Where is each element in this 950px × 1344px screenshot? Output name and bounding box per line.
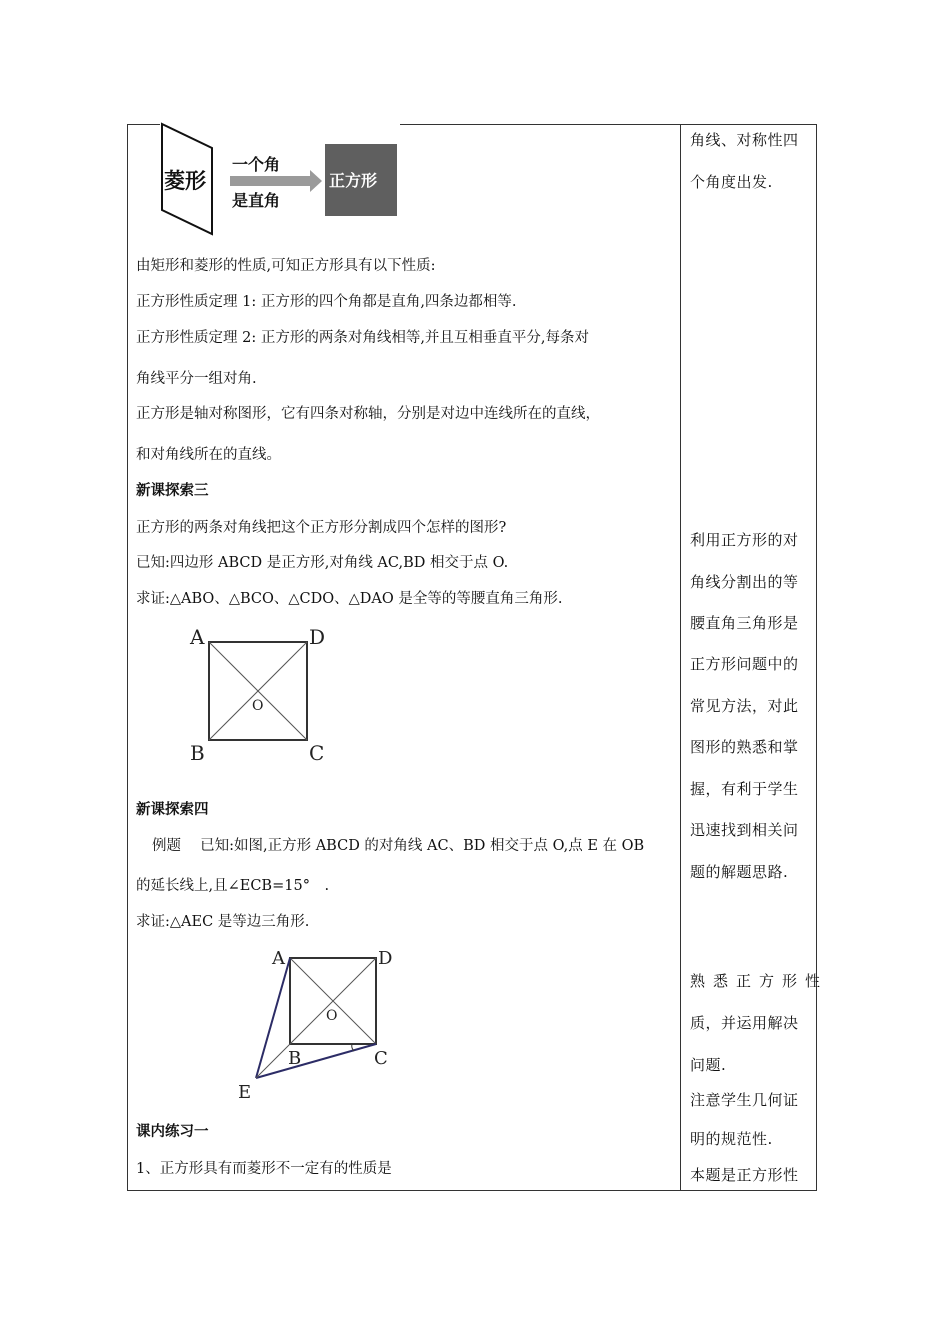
exercise-1: 1、正方形具有而菱形不一定有的性质是: [136, 1161, 392, 1177]
symmetry-line-2: 和对角线所在的直线。: [136, 447, 281, 463]
given-1: 已知:四边形 ABCD 是正方形,对角线 AC,BD 相交于点 O.: [136, 555, 509, 571]
example-line-1: 例题 已知:如图,正方形 ABCD 的对角线 AC、BD 相交于点 O,点 E 在 OB: [152, 838, 645, 854]
vertex-b2-label: B: [288, 1048, 302, 1069]
square-label: 正方形: [329, 171, 378, 190]
rhombus-label: 菱形: [164, 168, 206, 193]
arrow-top-label: 一个角: [232, 155, 281, 174]
note-line-7: 常见方法，对此: [690, 697, 799, 715]
segment-ec: [256, 1044, 376, 1078]
column-divider: [680, 124, 681, 1191]
theorem-2-line-2: 角线平分一组对角.: [136, 371, 257, 387]
note-line-2: 个角度出发.: [690, 173, 773, 191]
square-diagonals-figure: [185, 620, 335, 770]
note-line-16: 明的规范性.: [690, 1130, 773, 1148]
arrow-bottom-label: 是直角: [232, 191, 281, 210]
prove-1: 求证:△ABO、△BCO、△CDO、△DAO 是全等的等腰直角三角形.: [136, 591, 563, 607]
rhombus-to-square-figure: [150, 118, 410, 238]
vertex-d-label: D: [309, 625, 326, 649]
question-diagonals: 正方形的两条对角线把这个正方形分割成四个怎样的图形?: [136, 520, 507, 536]
point-e-label: E: [238, 1082, 252, 1103]
equilateral-proof-figure: [230, 940, 400, 1105]
section-heading-3: 新课探索三: [136, 482, 209, 499]
note-line-3: 利用正方形的对: [690, 531, 799, 549]
note-line-5: 腰直角三角形是: [690, 614, 799, 632]
vertex-d2-label: D: [378, 948, 393, 969]
note-line-14: 问题.: [690, 1056, 727, 1074]
prove-2: 求证:△AEC 是等边三角形.: [136, 914, 310, 930]
note-line-6: 正方形问题中的: [690, 655, 799, 673]
note-line-12: 熟悉正方形性: [690, 972, 829, 990]
note-line-11: 题的解题思路.: [690, 863, 789, 881]
center-o2-label: O: [326, 1008, 338, 1024]
note-line-13: 质，并运用解决: [690, 1014, 799, 1032]
vertex-b-label: B: [190, 741, 205, 765]
paragraph-properties-intro: 由矩形和菱形的性质,可知正方形具有以下性质:: [136, 258, 436, 274]
note-line-8: 图形的熟悉和掌: [690, 738, 799, 756]
note-line-10: 迅速找到相关问: [690, 821, 799, 839]
center-o-label: O: [252, 698, 264, 714]
note-line-17: 本题是正方形性: [690, 1166, 799, 1184]
segment-ae: [256, 958, 290, 1078]
section-heading-5: 课内练习一: [136, 1123, 209, 1140]
note-line-4: 角线分割出的等: [690, 573, 799, 591]
vertex-c2-label: C: [374, 1048, 388, 1069]
symmetry-line-1: 正方形是轴对称图形，它有四条对称轴，分别是对边中连线所在的直线，: [136, 406, 600, 422]
vertex-a-label: A: [190, 625, 205, 649]
note-line-9: 握，有利于学生: [690, 780, 799, 798]
note-line-15: 注意学生几何证: [690, 1091, 799, 1109]
theorem-1: 正方形性质定理 1: 正方形的四个角都是直角,四条边都相等.: [136, 294, 517, 310]
example-line-2: 的延长线上,且∠ECB=15° .: [136, 878, 330, 894]
vertex-a2-label: A: [272, 948, 285, 969]
theorem-2-line-1: 正方形性质定理 2: 正方形的两条对角线相等,并且互相垂直平分,每条对: [136, 330, 590, 346]
note-line-1: 角线、对称性四: [690, 131, 799, 149]
section-heading-4: 新课探索四: [136, 801, 209, 818]
vertex-c-label: C: [309, 741, 325, 765]
